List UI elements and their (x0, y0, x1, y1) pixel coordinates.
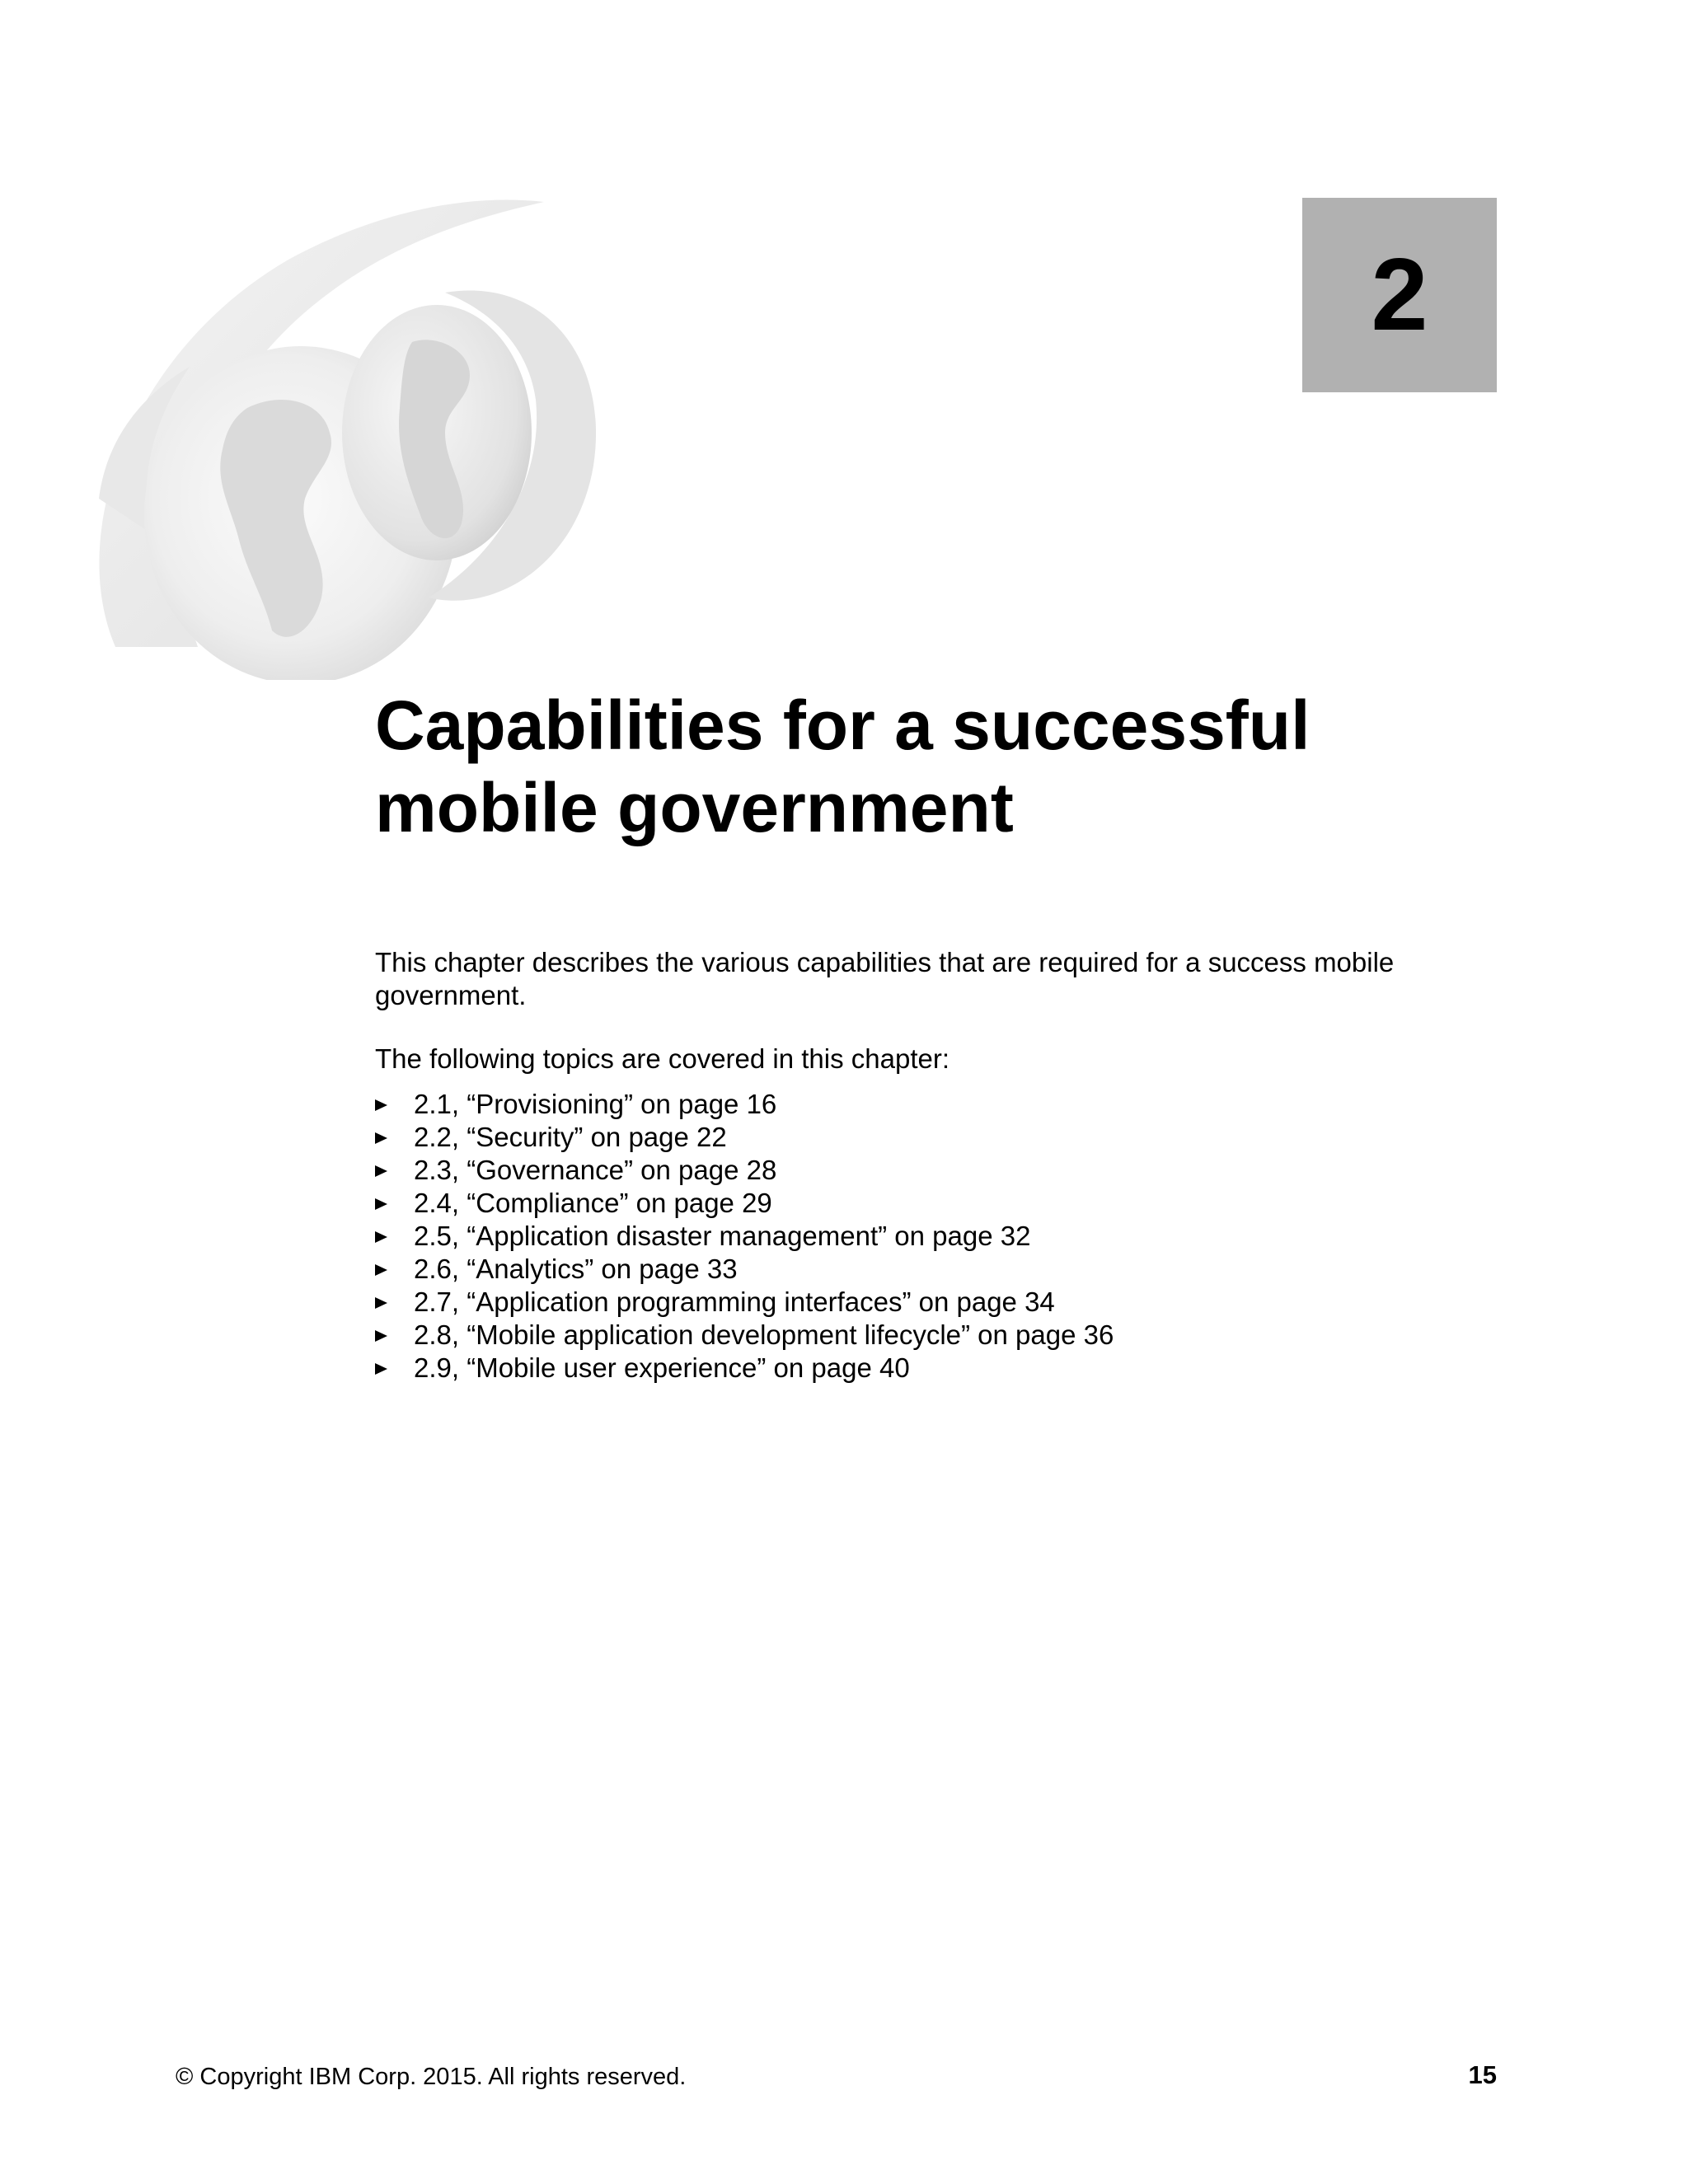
page-number: 15 (1468, 2060, 1497, 2089)
list-item (375, 1352, 1114, 1385)
topic-list (375, 1088, 1114, 1385)
triangle-right-icon (375, 1099, 387, 1111)
topic-link[interactable]: 2.8, “Mobile application development lifecycle” on page 36 (414, 1319, 1114, 1350)
topic-link[interactable]: 2.1, “Provisioning” on page 16 (414, 1089, 777, 1119)
triangle-right-icon (375, 1363, 387, 1375)
list-item (375, 1187, 1114, 1220)
chapter-title-line: mobile government (375, 769, 1014, 846)
topic-link[interactable]: 2.2, “Security” on page 22 (414, 1122, 727, 1152)
intro-line: This chapter describes the various capabilities that are required for a success mobile (375, 947, 1395, 977)
globe-swirl-icon (82, 185, 676, 680)
topic-link[interactable]: 2.6, “Analytics” on page 33 (414, 1254, 738, 1284)
list-item (375, 1253, 1114, 1286)
triangle-right-icon (375, 1264, 387, 1276)
topic-link[interactable]: 2.7, “Application programming interfaces” on page 34 (414, 1286, 1055, 1317)
triangle-right-icon (375, 1132, 387, 1144)
chapter-number-box (1302, 198, 1497, 392)
triangle-right-icon (375, 1165, 387, 1177)
triangle-right-icon (375, 1231, 387, 1243)
topic-link[interactable]: 2.5, “Application disaster management” on page 32 (414, 1221, 1031, 1251)
intro-paragraph (375, 946, 1496, 1012)
triangle-right-icon (375, 1330, 387, 1342)
chapter-number: 2 (1371, 238, 1428, 352)
list-item (375, 1286, 1114, 1319)
list-item (375, 1121, 1114, 1154)
topic-link[interactable]: 2.9, “Mobile user experience” on page 40 (414, 1352, 910, 1383)
chapter-title (375, 684, 1529, 849)
list-item (375, 1220, 1114, 1253)
triangle-right-icon (375, 1297, 387, 1309)
topics-lead: The following topics are covered in this chapter: (375, 1043, 950, 1074)
intro-line: government. (375, 980, 527, 1010)
triangle-right-icon (375, 1198, 387, 1210)
topic-link[interactable]: 2.3, “Governance” on page 28 (414, 1155, 777, 1185)
list-item (375, 1088, 1114, 1121)
topic-link[interactable]: 2.4, “Compliance” on page 29 (414, 1188, 772, 1218)
list-item (375, 1319, 1114, 1352)
list-item (375, 1154, 1114, 1187)
chapter-title-line: Capabilities for a successful (375, 687, 1311, 764)
footer-copyright: © Copyright IBM Corp. 2015. All rights reserved. (176, 2064, 687, 2090)
